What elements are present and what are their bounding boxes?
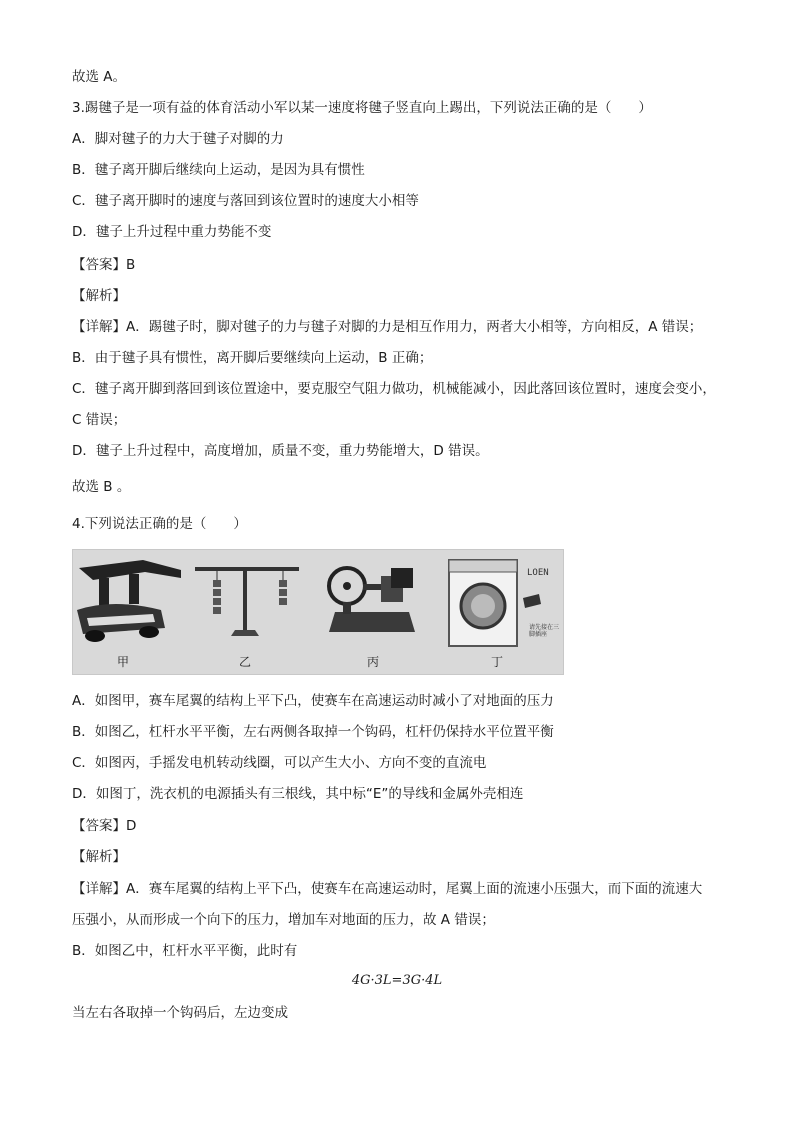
text-line: 故选 B 。 (72, 479, 131, 495)
explanation-line: 【详解】A．赛车尾翼的结构上平下凸，使赛车在高速运动时，尾翼上面的流速小压强大，而下面的流速大 (72, 881, 703, 897)
plug-label: LOEN (527, 568, 549, 578)
explanation-line: B．由于毽子具有惯性，离开脚后要继续向上运动，B 正确； (72, 350, 433, 366)
explanation-line: D．毽子上升过程中，高度增加，质量不变，重力势能增大，D 错误。 (72, 443, 489, 459)
analysis-label: 【解析】 (72, 288, 126, 304)
explanation-line: 【详解】A．踢毽子时，脚对毽子的力与毽子对脚的力是相互作用力，两者大小相等，方向相反，A 错误； (72, 319, 703, 335)
warning-sign: 请先接在三脚插座 (529, 624, 560, 638)
option-a: A．如图甲，赛车尾翼的结构上平下凸，使赛车在高速运动时减小了对地面的压力 (72, 693, 554, 709)
washing-machine-image (445, 550, 561, 674)
explanation-line: C 错误； (72, 412, 127, 428)
figure-caption: 甲 (117, 655, 130, 669)
question-figure (72, 549, 564, 675)
lever-image (191, 550, 301, 674)
answer-label: 【答案】B (72, 257, 136, 273)
option-c: C．如图丙，手摇发电机转动线圈，可以产生大小、方向不变的直流电 (72, 755, 487, 771)
option-d: D．毽子上升过程中重力势能不变 (72, 224, 272, 240)
option-a: A．脚对毽子的力大于毽子对脚的力 (72, 131, 284, 147)
question-4: 4.下列说法正确的是（ ） (72, 516, 247, 532)
generator-image (317, 550, 429, 674)
explanation-line: C．毽子离开脚到落回到该位置途中，要克服空气阻力做功，机械能减小，因此落回该位置时，速度会变小， (72, 381, 716, 397)
figure-caption: 丁 (491, 655, 504, 669)
race-car-image (73, 550, 183, 674)
explanation-line: 压强小，从而形成一个向下的压力，增加车对地面的压力，故 A 错误； (72, 912, 495, 928)
figure-caption: 丙 (367, 655, 380, 669)
question-3: 3.踢毽子是一项有益的体育活动小军以某一速度将毽子竖直向上踢出，下列说法正确的是（ ） (72, 100, 652, 116)
option-b: B．毽子离开脚后继续向上运动，是因为具有惯性 (72, 162, 365, 178)
analysis-label: 【解析】 (72, 849, 126, 865)
answer-label: 【答案】D (72, 818, 137, 834)
text-line: 故选 A。 (72, 69, 127, 85)
formula: 4G·3L=3G·4L (351, 973, 443, 988)
figure-caption: 乙 (239, 655, 252, 669)
option-c: C．毽子离开脚时的速度与落回到该位置时的速度大小相等 (72, 193, 419, 209)
explanation-line: 当左右各取掉一个钩码后，左边变成 (72, 1005, 288, 1021)
explanation-line: B．如图乙中，杠杆水平平衡，此时有 (72, 943, 298, 959)
option-b: B．如图乙，杠杆水平平衡，左右两侧各取掉一个钩码，杠杆仍保持水平位置平衡 (72, 724, 554, 740)
option-d: D．如图丁，洗衣机的电源插头有三根线，其中标“E”的导线和金属外壳相连 (72, 786, 524, 802)
